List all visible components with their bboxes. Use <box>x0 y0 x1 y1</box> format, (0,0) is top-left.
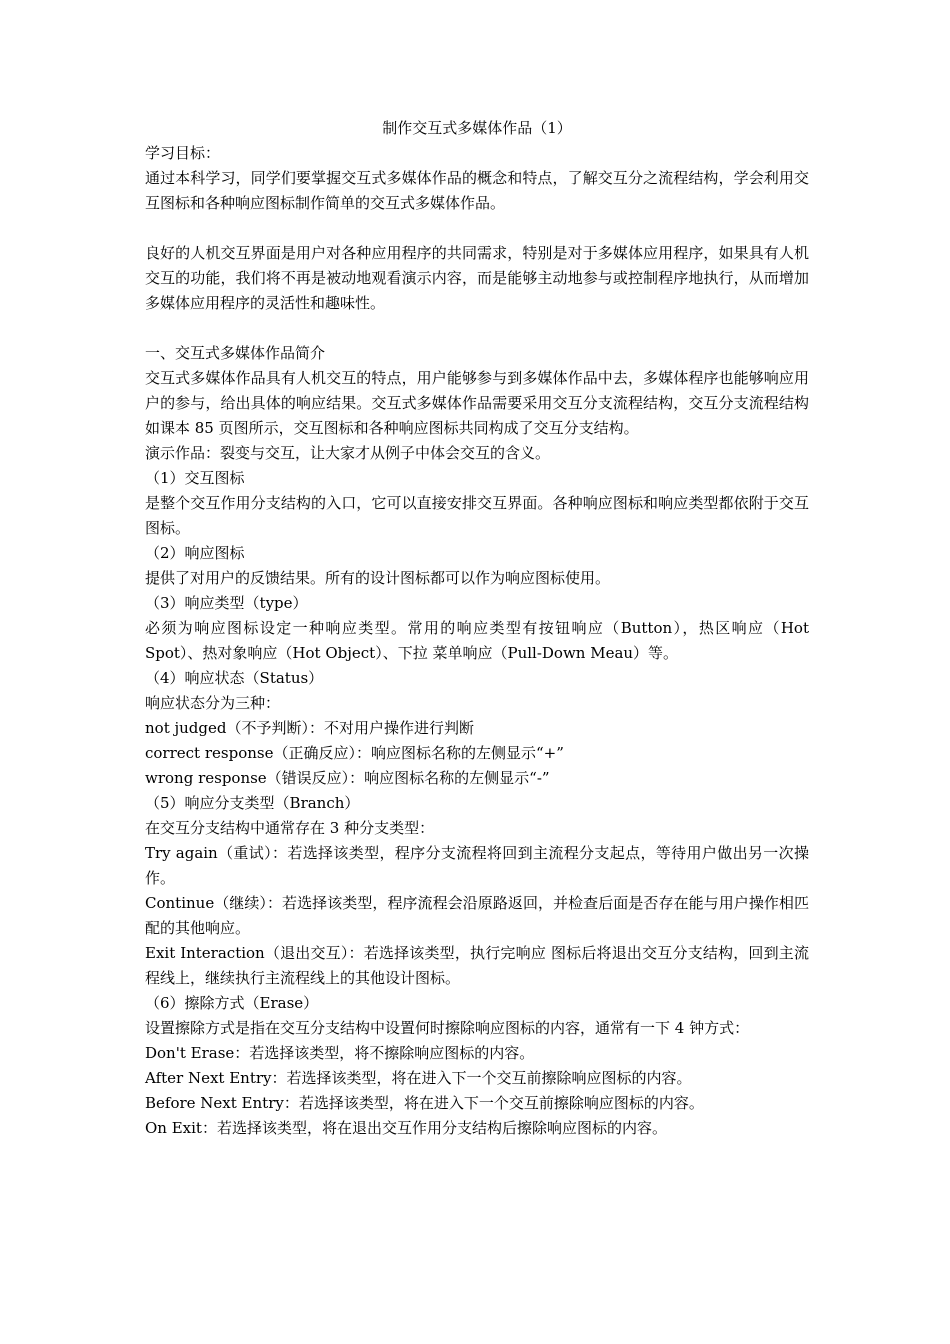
subheading-response-status: （4）响应状态（Status） <box>145 669 324 687</box>
subheading-interaction-icon: （1）交互图标 <box>145 469 245 487</box>
list-item-before-next-entry: Before Next Entry：若选择该类型，将在进入下一个交互前擦除响应图标的内容。 <box>145 1094 704 1112</box>
list-item-after-next-entry: After Next Entry：若选择该类型，将在进入下一个交互前擦除响应图标的内容。 <box>145 1069 692 1087</box>
blank-line <box>145 316 809 341</box>
list-item-exit-interaction: Exit Interaction（退出交互）：若选择该类型，执行完响应 图标后将退出交互分支结构，回到主流程线上，继续执行主流程线上的其他设计图标。 <box>145 944 809 987</box>
paragraph-interaction-icon: 是整个交互作用分支结构的入口，它可以直接安排交互界面。各种响应图标和响应类型都依附于交互图标。 <box>145 494 809 537</box>
list-item-correct-response: correct response（正确反应）：响应图标名称的左侧显示“+” <box>145 744 564 762</box>
list-item-dont-erase: Don't Erase：若选择该类型，将不擦除响应图标的内容。 <box>145 1044 535 1062</box>
paragraph-demo: 演示作品：裂变与交互，让大家才从例子中体会交互的含义。 <box>145 444 551 462</box>
section-label-goals: 学习目标： <box>145 144 221 162</box>
subheading-response-type: （3）响应类型（type） <box>145 594 308 612</box>
paragraph-branch-intro: 在交互分支结构中通常存在 3 种分支类型： <box>145 819 435 837</box>
subheading-erase: （6）擦除方式（Erase） <box>145 994 319 1012</box>
paragraph-status-intro: 响应状态分为三种： <box>145 694 281 712</box>
subheading-branch-type: （5）响应分支类型（Branch） <box>145 794 360 812</box>
list-item-on-exit: On Exit：若选择该类型，将在退出交互作用分支结构后擦除响应图标的内容。 <box>145 1119 667 1137</box>
list-item-wrong-response: wrong response（错误反应）：响应图标名称的左侧显示“-” <box>145 769 550 787</box>
subheading-response-icon: （2）响应图标 <box>145 544 245 562</box>
list-item-not-judged: not judged（不予判断）：不对用户操作进行判断 <box>145 719 474 737</box>
document-page <box>145 116 809 1141</box>
section-heading-1: 一、交互式多媒体作品简介 <box>145 344 326 362</box>
paragraph-response-type: 必须为响应图标设定一种响应类型。常用的响应类型有按钮响应（Button），热区响应（Hot Spot）、热对象响应（Hot Object）、下拉 菜单响应（Pull-Down Meau）等。 <box>145 619 809 662</box>
document-title: 制作交互式多媒体作品（1） <box>382 119 572 137</box>
paragraph-response-icon: 提供了对用户的反馈结果。所有的设计图标都可以作为响应图标使用。 <box>145 569 611 587</box>
blank-line <box>145 216 809 241</box>
paragraph-interactive-works: 交互式多媒体作品具有人机交互的特点，用户能够参与到多媒体作品中去，多媒体程序也能够响应用户的参与，给出具体的响应结果。交互式多媒体作品需要采用交互分支流程结构，交互分支流程结构如课本 85 页图所示，交互图标和各种响应图标共同构成了交互分支结构。 <box>145 369 809 437</box>
paragraph-goals: 通过本科学习，同学们要掌握交互式多媒体作品的概念和特点，了解交互分之流程结构，学会利用交互图标和各种响应图标制作简单的交互式多媒体作品。 <box>145 169 809 212</box>
paragraph-intro: 良好的人机交互界面是用户对各种应用程序的共同需求，特别是对于多媒体应用程序，如果具有人机交互的功能，我们将不再是被动地观看演示内容，而是能够主动地参与或控制程序地执行，从而增加多媒体应用程序的灵活性和趣味性。 <box>145 244 809 312</box>
list-item-try-again: Try again（重试）：若选择该类型，程序分支流程将回到主流程分支起点，等待用户做出另一次操作。 <box>145 844 809 887</box>
paragraph-erase-intro: 设置擦除方式是指在交互分支结构中设置何时擦除响应图标的内容，通常有一下 4 钟方式： <box>145 1019 750 1037</box>
list-item-continue: Continue（继续）：若选择该类型，程序流程会沿原路返回，并检查后面是否存在能与用户操作相匹配的其他响应。 <box>145 894 809 937</box>
